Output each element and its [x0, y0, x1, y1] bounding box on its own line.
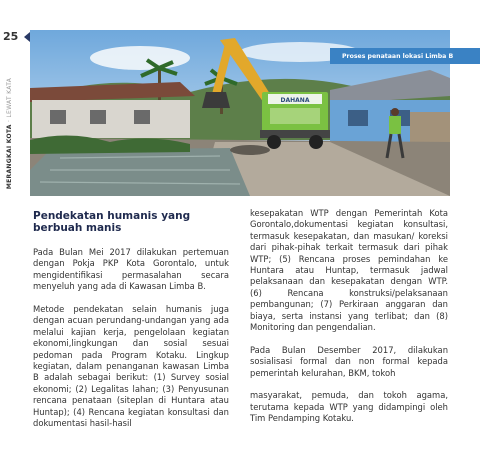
page-number: 25	[3, 30, 19, 43]
section-sub-label: LEWAT KATA	[6, 77, 14, 118]
photo-caption: Proses penataan lokasi Limba B	[330, 48, 480, 64]
paragraph: Metode pendekatan selain humanis juga dengan acuan perundang-undangan yang ada melalui kajian kerja, pengelolaan kegiatan ekonomi,lingkungan dan sosial sesuai pedoman pada Program Kotaku. Lingkup kegiatan, dalam penanganan kawasan Limba B adalah sebagai berikut: (1) Survey sosial ekonomi; (2) Legalitas lahan; (3) Penyusunan rencana penataan (siteplan di Huntara atau Huntap); (4) Rencana kegiatan konsultasi dan dokumentasi hasil-hasil	[33, 304, 229, 429]
article-left-column	[33, 210, 229, 441]
article-right-column	[250, 208, 448, 436]
paragraph: kesepakatan WTP dengan Pemerintah Kota Gorontalo,dokumentasi kegiatan konsultasi, termasuk kesepakatan, dan masukan/ koreksi dari pihak-pihak terkait termasuk dari pihak WTP; (5) Rencana proses pemindahan ke Huntara atau Huntap, termasuk jadwal pelaksanaan dan kesepakatan dengan WTP. (6) Rencana konstruksi/pelaksanaan pembangunan; (7) Perkiraan anggaran dan biaya, serta instansi yang terlibat; dan (8) Monitoring dan pengendalian.	[250, 208, 448, 333]
truck-lettering: DAHANA	[280, 97, 310, 104]
paragraph: masyarakat, pemuda, dan tokoh agama, terutama kepada WTP yang didampingi oleh Tim Pendamping Kotaku.	[250, 390, 448, 424]
article-heading: Pendekatan humanis yang berbuah manis	[33, 210, 191, 234]
paragraph: Pada Bulan Mei 2017 dilakukan pertemuan dengan Pokja PKP Kota Gorontalo, untuk mengidentifikasi permasalahan secara menyeluh yang ada di Kawasan Limba B.	[33, 247, 229, 292]
side-label: MERANGKAI KOTA · LEWAT KATA	[6, 77, 14, 189]
paragraph: Pada Bulan Desember 2017, dilakukan sosialisasi formal dan non formal kepada pemerintah kelurahan, BKM, tokoh	[250, 344, 448, 378]
section-label: MERANGKAI KOTA	[6, 123, 14, 189]
